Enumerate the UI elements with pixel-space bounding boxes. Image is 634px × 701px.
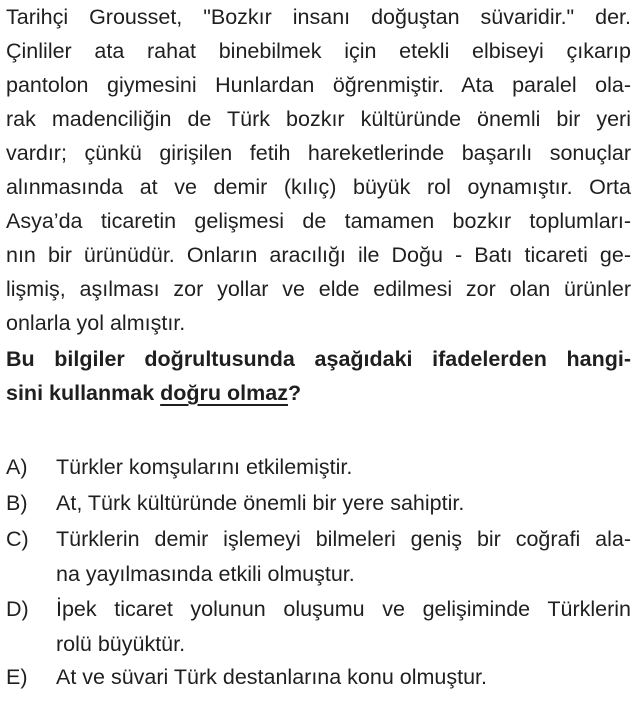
option-text: Türklerin demir işlemeyi bilmeleri geniş bir coğrafi ala-: [56, 527, 631, 551]
passage-line: Tarihçi Grousset, "Bozkır insanı doğuştan süvaridir." der.: [6, 5, 631, 29]
passage-line: alınmasında at ve demir (kılıç) büyük rol oynamıştır. Orta: [6, 175, 631, 199]
option-letter: A): [6, 455, 28, 479]
passage-line: pantolon giymesini Hunlardan öğrenmiştir. Ata paralel ola-: [6, 73, 631, 97]
passage-line: lişmiş, aşılması zor yollar ve elde edilmesi zor olan ürünler: [6, 277, 631, 301]
option-text: At, Türk kültüründe önemli bir yere sahiptir.: [56, 491, 465, 515]
option-text: İpek ticaret yolunun oluşumu ve gelişiminde Türklerin: [56, 597, 631, 621]
question-mark: ?: [287, 381, 302, 405]
question-text: sini kullanmak: [6, 381, 161, 405]
option-letter: D): [6, 597, 29, 621]
option-letter: B): [6, 491, 28, 515]
option-text: na yayılmasında etkili olmuştur.: [56, 562, 355, 586]
option-text: rolü büyüktür.: [56, 632, 186, 656]
passage-line: onlarla yol almıştır.: [6, 311, 186, 335]
question-emphasis: doğru olmaz: [160, 381, 288, 405]
passage-line: nın bir ürünüdür. Onların aracılığı ile Doğu - Batı ticareti ge-: [6, 243, 631, 267]
passage-line: Çinliler ata rahat binebilmek için etekli elbiseyi çıkarıp: [6, 39, 631, 63]
option-text: Türkler komşularını etkilemiştir.: [56, 455, 353, 479]
passage-line: vardır; çünkü girişilen fetih hareketlerinde başarılı sonuçlar: [6, 141, 631, 165]
option-text: At ve süvari Türk destanlarına konu olmuştur.: [56, 665, 488, 689]
question-line: [6, 376, 631, 410]
option-letter: C): [6, 527, 29, 551]
passage-line: rak madenciliğin de Türk bozkır kültüründe önemli bir yeri: [6, 107, 631, 131]
option-letter: E): [6, 665, 28, 689]
passage-line: Asya’da ticaretin gelişmesi de tamamen bozkır toplumları-: [6, 209, 631, 233]
question-line: Bu bilgiler doğrultusunda aşağıdaki ifadelerden hangi-: [6, 347, 631, 371]
